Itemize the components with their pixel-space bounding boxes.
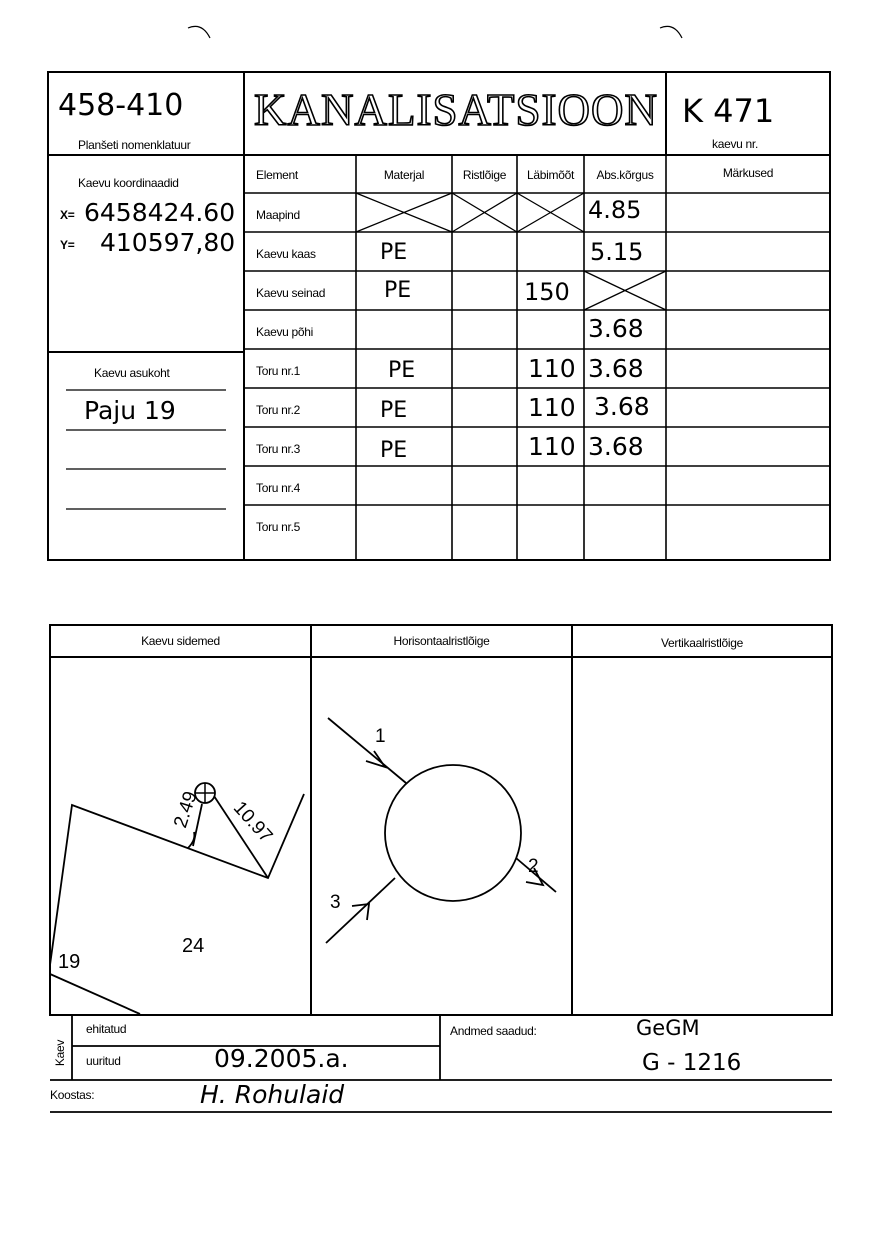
well-number: K 471 [682,92,775,130]
parcel-number-a: 24 [182,935,205,957]
cell-diameter: 150 [524,278,570,306]
col-header-diameter: Läbimõõt [527,168,574,182]
data-source-1: GeGM [636,1016,700,1040]
y-prefix: Y= [60,238,75,252]
pipe-number-3: 3 [330,892,341,913]
form-title: KANALISATSIOON [254,85,658,135]
author-signature: H. Rohulaid [200,1080,345,1109]
location-value: Paju 19 [84,396,176,425]
data-source-label: Andmed saadud: [450,1024,537,1038]
col-header-cross-section: Ristlõige [462,168,507,182]
cell-material: PE [380,240,408,265]
row-label: Toru nr.2 [256,403,300,417]
cell-abs-height: 3.68 [594,392,650,421]
location-label: Kaevu asukoht [94,366,170,380]
sketch-panels [0,600,874,1020]
cell-material: PE [380,438,408,463]
parcel-number-b: 19 [58,951,81,973]
col-header-material: Materjal [383,168,425,182]
footer-grid [0,1010,874,1120]
cell-material: PE [388,358,416,383]
row-label: Toru nr.1 [256,364,300,378]
surveyed-date: 09.2005.a. [214,1044,349,1073]
cell-abs-height: 3.68 [588,354,644,383]
cell-diameter: 110 [528,432,576,461]
pipe-number-1: 1 [375,726,386,747]
surveyed-label: uuritud [86,1054,121,1068]
cell-abs-height: 3.68 [588,314,644,343]
built-label: ehitatud [86,1022,127,1036]
cell-diameter: 110 [528,393,576,422]
cell-abs-height: 3.68 [588,432,644,461]
cell-diameter: 110 [528,354,576,383]
cell-abs-height: 5.15 [590,238,644,266]
row-label: Kaevu põhi [256,325,314,339]
row-label: Maapind [256,208,300,222]
sheet-number: 458-410 [58,88,184,123]
well-label: kaevu nr. [712,137,758,151]
coordinates-label: Kaevu koordinaadid [78,176,179,190]
y-coordinate: 410597,80 [100,228,236,257]
col-header-notes: Märkused [722,166,774,180]
row-label: Toru nr.5 [256,520,300,534]
well-side-label: Kaev [53,1039,67,1067]
author-label: Koostas: [50,1088,95,1102]
row-label: Kaevu seinad [256,286,326,300]
panel-title-horizontal: Horisontaalristlõige [393,634,490,648]
x-coordinate: 6458424.60 [84,198,236,227]
x-prefix: X= [60,208,75,222]
col-header-element: Element [256,168,298,182]
distance-a: 2.49 [170,788,202,831]
sheet-label: Planšeti nomenklatuur [78,138,191,152]
distance-b: 10.97 [228,797,277,847]
cell-material: PE [384,278,412,303]
panel-title-connections: Kaevu sidemed [141,634,220,648]
row-label: Toru nr.4 [256,481,300,495]
pipe-number-2: 2 [528,856,539,877]
cell-abs-height: 4.85 [588,196,642,224]
col-header-abs-height: Abs.kõrgus [596,168,654,182]
data-source-2: G - 1216 [642,1050,742,1076]
row-label: Kaevu kaas [256,247,316,261]
cell-material: PE [380,398,408,423]
row-label: Toru nr.3 [256,442,300,456]
panel-title-vertical: Vertikaalristlõige [661,636,743,650]
horizontal-sketch [326,718,556,943]
